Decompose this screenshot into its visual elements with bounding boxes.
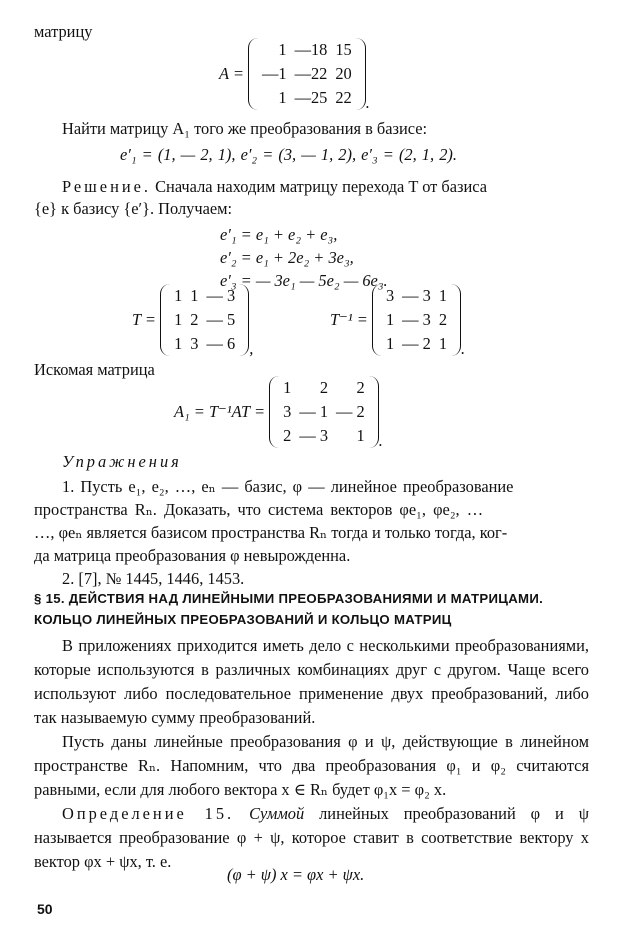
matrix-tinv-cell: 1 (438, 334, 448, 353)
find-line: Найти матрицу A₁ того же преобразования в базисе: (62, 119, 428, 138)
basis-line: e′₁ = (1, — 2, 1), e′₂ = (3, — 1, 2), e′₃ = (2, 1, 2). (120, 145, 457, 164)
matrix-a1-cell: 1 (283, 378, 292, 397)
matrix-t-end: , (249, 338, 254, 358)
intro-text: матрицу (34, 22, 93, 41)
solution-head: Решение. (62, 177, 151, 196)
matrix-a-cell: 22 (335, 88, 352, 107)
ex1-line3: …, φeₙ является базисом пространства Rₙ тогда и только тогда, ког- (34, 523, 508, 542)
solution-text: Сначала находим матрицу перехода T от базиса (155, 177, 488, 196)
matrix-t-cell: 1 (190, 286, 199, 305)
matrix-t-cell: 1 (174, 334, 183, 353)
ex1-line4: да матрица преобразования φ невырожденна. (34, 546, 351, 565)
solution-text-2: {e} к базису {e′}. Получаем: (34, 199, 233, 218)
section-heading-line1: § 15. ДЕЙСТВИЯ НАД ЛИНЕЙНЫМИ ПРЕОБРАЗОВАНИЯМИ И МАТРИЦАМИ. (34, 591, 544, 606)
matrix-tinv (330, 284, 465, 361)
matrix-a1-body (269, 376, 379, 448)
matrix-a-row (258, 86, 356, 110)
solution-line (62, 175, 487, 199)
matrix-t-label: T = (132, 310, 156, 329)
definition-word: Суммой (249, 804, 305, 823)
matrix-a-cell: —1 (261, 64, 287, 83)
exercises-title: Упражнения (62, 452, 182, 471)
section-heading-line2: КОЛЬЦО ЛИНЕЙНЫХ ПРЕОБРАЗОВАНИЙ И КОЛЬЦО МАТРИЦ (34, 612, 452, 627)
matrix-t-row (170, 284, 239, 308)
matrix-a-cell: 1 (278, 88, 287, 107)
matrix-tinv-cell: 1 (385, 334, 395, 353)
matrix-a-body (248, 38, 366, 110)
matrix-a-cell: 20 (335, 64, 352, 83)
matrix-tinv-cell: — 3 (402, 286, 431, 305)
matrix-t-row (170, 308, 239, 332)
matrix-a1-cell: — 3 (299, 426, 329, 445)
matrix-a1-cell: 3 (283, 402, 292, 421)
matrix-a1-cell: — 1 (299, 402, 329, 421)
matrix-tinv-row (382, 284, 451, 308)
matrix-a1-row (279, 376, 369, 400)
eq-3: e′₃ = — 3e₁ — 5e₂ — 6e₃. (220, 271, 388, 290)
matrix-a-cell: 1 (278, 40, 287, 59)
matrix-a1-cell: — 2 (336, 402, 365, 421)
matrix-a1-cell: 2 (356, 378, 365, 397)
matrix-tinv-cell: — 3 (402, 310, 431, 329)
matrix-tinv-cell: 1 (385, 310, 395, 329)
matrix-tinv-cell: 2 (438, 310, 448, 329)
matrix-tinv-cell: 3 (385, 286, 395, 305)
matrix-tinv-cell: 1 (438, 286, 448, 305)
matrix-t-row (170, 332, 239, 356)
matrix-a-cell: —22 (294, 64, 328, 83)
matrix-a1-row (279, 424, 369, 448)
definition-head: Определение 15. (62, 804, 235, 823)
matrix-tinv-body (372, 284, 461, 356)
ex2-line: 2. [7], № 1445, 1446, 1453. (62, 569, 245, 588)
paragraph-1: В приложениях приходится иметь дело с несколькими преобразованиями, которые используются в различных комбинациях друг с другом. Чаще всего используют либо последовательное применение двух преобразований, либо так называемую сумму преобразований. (34, 636, 589, 727)
matrix-t-cell: 1 (174, 286, 183, 305)
matrix-t-cell: — 6 (206, 334, 236, 353)
paragraph-2: Пусть даны линейные преобразования φ и ψ, действующие в линейном пространстве Rₙ. Напомним, что два преобразования φ₁ и φ₂ считаются равными, если для любого вектора x ∈ Rₙ будет φ₁x = φ₂ x. (34, 732, 589, 799)
matrix-tinv-end: . (461, 338, 466, 358)
matrix-t (132, 284, 253, 361)
matrix-a1-cell: 2 (319, 378, 329, 397)
matrix-a-label: A = (219, 64, 244, 83)
definition-text: линейных преобразований φ и ψ называется преобразование φ + ψ, которое ставит в соответствие вектору x вектор φx + ψx, т. е. (34, 804, 589, 871)
matrix-a-row (258, 62, 356, 86)
matrix-tinv-row (382, 332, 451, 356)
matrix-tinv-row (382, 308, 451, 332)
matrix-a1-label: A₁ = T⁻¹AT = (174, 402, 266, 421)
final-formula: (φ + ψ) x = φx + ψx. (227, 865, 365, 884)
eq-2: e′₂ = e₁ + 2e₂ + 3e₃, (220, 248, 354, 267)
ex1-line2: пространства Rₙ. Доказать, что система векторов φe₁, φe₂, … (34, 500, 484, 519)
matrix-t-cell: 3 (190, 334, 199, 353)
matrix-a1-cell: 2 (283, 426, 292, 445)
matrix-a-cell: 15 (335, 40, 352, 59)
matrix-a-cell: —25 (294, 88, 328, 107)
page-number: 50 (37, 901, 53, 917)
matrix-t-cell: 2 (190, 310, 199, 329)
matrix-t-cell: — 3 (206, 286, 236, 305)
matrix-a-cell: —18 (294, 40, 328, 59)
matrix-tinv-label: T⁻¹ = (330, 310, 368, 329)
matrix-a1-row (279, 400, 369, 424)
eq-1: e′₁ = e₁ + e₂ + e₃, (220, 225, 338, 244)
matrix-tinv-cell: — 2 (402, 334, 431, 353)
matrix-a1 (174, 376, 383, 453)
matrix-a-row (258, 38, 356, 62)
ex1-line1: 1. Пусть e₁, e₂, …, eₙ — базис, φ — линейное преобразование (62, 477, 514, 496)
matrix-t-cell: — 5 (206, 310, 236, 329)
matrix-t-cell: 1 (174, 310, 183, 329)
matrix-t-body (160, 284, 249, 356)
matrix-a-end: . (365, 92, 370, 112)
matrix-a (219, 38, 370, 115)
matrix-a1-cell: 1 (356, 426, 365, 445)
sought-text: Искомая матрица (34, 360, 155, 379)
matrix-a1-end: . (378, 430, 383, 450)
